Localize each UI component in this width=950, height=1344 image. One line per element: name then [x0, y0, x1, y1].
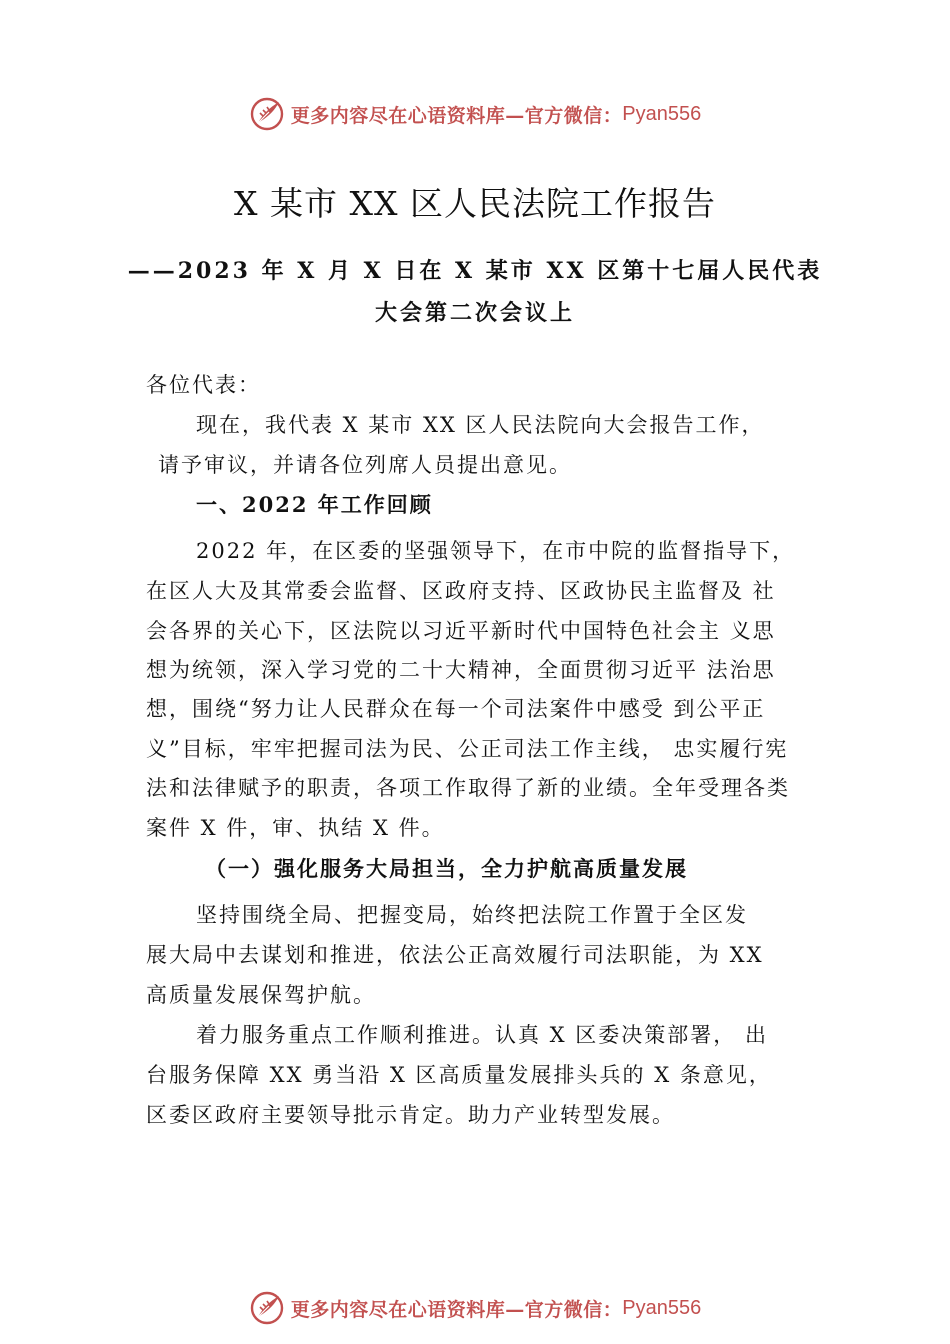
- paragraph-line: 在区人大及其常委会监督、区政府支持、区政协民主监督及 社: [146, 579, 776, 603]
- paragraph-line: 坚持围绕全局、把握变局，始终把法院工作置于全区发: [196, 903, 748, 927]
- salutation: 各位代表：: [146, 373, 261, 397]
- paragraph-line: 展大局中去谋划和推进，依法公正高效履行司法职能，为 XX: [146, 943, 764, 967]
- feather-pen-logo-icon: [249, 96, 285, 132]
- watermark-banner-top: [0, 94, 950, 134]
- paragraph-line: 2022 年，在区委的坚强领导下，在市中院的监督指导下，: [196, 539, 796, 563]
- feather-pen-logo-icon: [249, 1290, 285, 1326]
- paragraph-line: 想为统领，深入学习党的二十大精神，全面贯彻习近平 法治思: [146, 658, 776, 682]
- paragraph-line: 请予审议，并请各位列席人员提出意见。: [158, 453, 572, 477]
- paragraph-line: 高质量发展保驾护航。: [146, 983, 376, 1007]
- watermark-banner-bottom: [0, 1288, 950, 1328]
- paragraph-line: 会各界的关心下，区法院以习近平新时代中国特色社会主 义思: [146, 619, 776, 643]
- watermark-text: 更多内容尽在心语资料库—官方微信：: [290, 104, 623, 127]
- paragraph-line: 台服务保障 XX 勇当沿 X 区高质量发展排头兵的 X 条意见，: [146, 1063, 772, 1087]
- wechat-id: Pyan556: [622, 102, 702, 125]
- subsection-heading: （一）强化服务大局担当，全力护航高质量发展: [205, 856, 688, 881]
- paragraph-line: 法和法律赋予的职责，各项工作取得了新的业绩。全年受理各类: [146, 776, 790, 800]
- paragraph-line: 区委区政府主要领导批示肯定。助力产业转型发展。: [146, 1103, 675, 1127]
- wechat-id: Pyan556: [622, 1296, 702, 1319]
- subtitle-line-1: ——2023 年 X 月 X 日在 X 某市 XX 区第十七届人民代表: [127, 258, 823, 284]
- paragraph-line: 现在，我代表 X 某市 XX 区人民法院向大会报告工作，: [196, 413, 765, 437]
- watermark-text: 更多内容尽在心语资料库—官方微信：: [290, 1298, 623, 1321]
- section-heading: 一、2022 年工作回顾: [196, 492, 433, 517]
- paragraph-line: 义”目标，牢牢把握司法为民、公正司法工作主线， 忠实履行宪: [146, 737, 789, 761]
- paragraph-line: 着力服务重点工作顺利推进。认真 X 区委决策部署， 出: [196, 1023, 768, 1047]
- report-title: X 某市 XX 区人民法院工作报告: [234, 184, 716, 223]
- paragraph-line: 案件 X 件，审、执结 X 件。: [146, 816, 445, 840]
- subtitle-line-2: 大会第二次会议上: [374, 300, 575, 326]
- paragraph-line: 想，围绕“努力让人民群众在每一个司法案件中感受 到公平正: [146, 697, 766, 721]
